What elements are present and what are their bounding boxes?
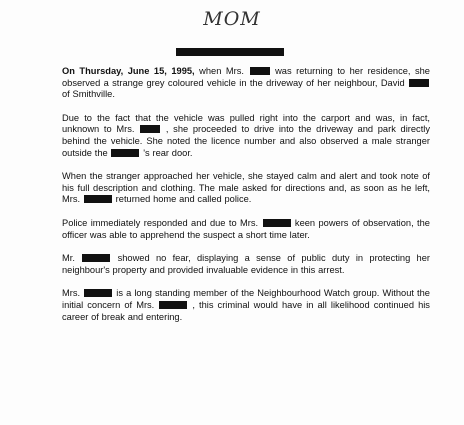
paragraph-text: Police immediately responded and due to Mrs. <box>62 217 259 228</box>
paragraph-text: , she proceeded to drive into the driveway and park directly behind the vehicle. She noted the licence number and also observed a male stranger outside the <box>62 124 430 158</box>
date-lead: On Thursday, June 15, 1995, <box>62 66 195 76</box>
paragraph-text: is a long standing member of the Neighbourhood Watch group. Without the initial concern of Mrs. <box>62 288 430 310</box>
paragraph-text: returned home and called police. <box>115 194 252 205</box>
redaction-bar <box>176 48 284 56</box>
paragraph-5 <box>62 253 430 276</box>
redaction-mark <box>159 301 187 309</box>
paragraph-text: of Smithville. <box>62 89 115 100</box>
handwritten-heading: MOM <box>203 8 261 30</box>
paragraph-text: Due to the fact that the vehicle was pulled right into the carport and was, in fact, unknown to Mrs. <box>62 112 430 135</box>
paragraph-text: keen powers of observation, the officer was able to apprehend the suspect a short time later. <box>62 217 430 240</box>
paragraph-3 <box>62 171 430 206</box>
paragraph-text: Mr. <box>62 253 75 264</box>
document-body <box>62 66 430 335</box>
redaction-mark <box>82 254 110 262</box>
paragraph-text: , this criminal would have in all likelihood continued his career of break and entering. <box>62 299 430 322</box>
redaction-mark <box>409 79 429 87</box>
paragraph-1 <box>62 66 430 101</box>
redaction-mark <box>84 195 112 203</box>
paragraph-text: When the stranger approached her vehicle, she stayed calm and alert and took note of his full description and clothing. The male asked for directions and, as soon as he left, Mrs. <box>62 171 430 205</box>
paragraph-2 <box>62 113 430 159</box>
redaction-mark <box>263 219 291 227</box>
redaction-mark <box>250 67 270 75</box>
redaction-mark <box>140 125 160 133</box>
paragraph-6 <box>62 288 430 323</box>
paragraph-text: Mrs. <box>62 288 81 299</box>
paragraph-text: 's rear door. <box>143 147 193 158</box>
redaction-mark <box>111 149 139 157</box>
paragraph-4 <box>62 218 430 241</box>
paragraph-text: showed no fear, displaying a sense of public duty in protecting her neighbour's property and provided invaluable evidence in this arrest. <box>62 253 430 275</box>
redaction-mark <box>84 289 112 297</box>
paragraph-text: when Mrs. <box>199 66 244 76</box>
paragraph-text: was returning to her residence, she observed a strange grey coloured vehicle in the driveway of her neighbour, David <box>62 66 430 88</box>
